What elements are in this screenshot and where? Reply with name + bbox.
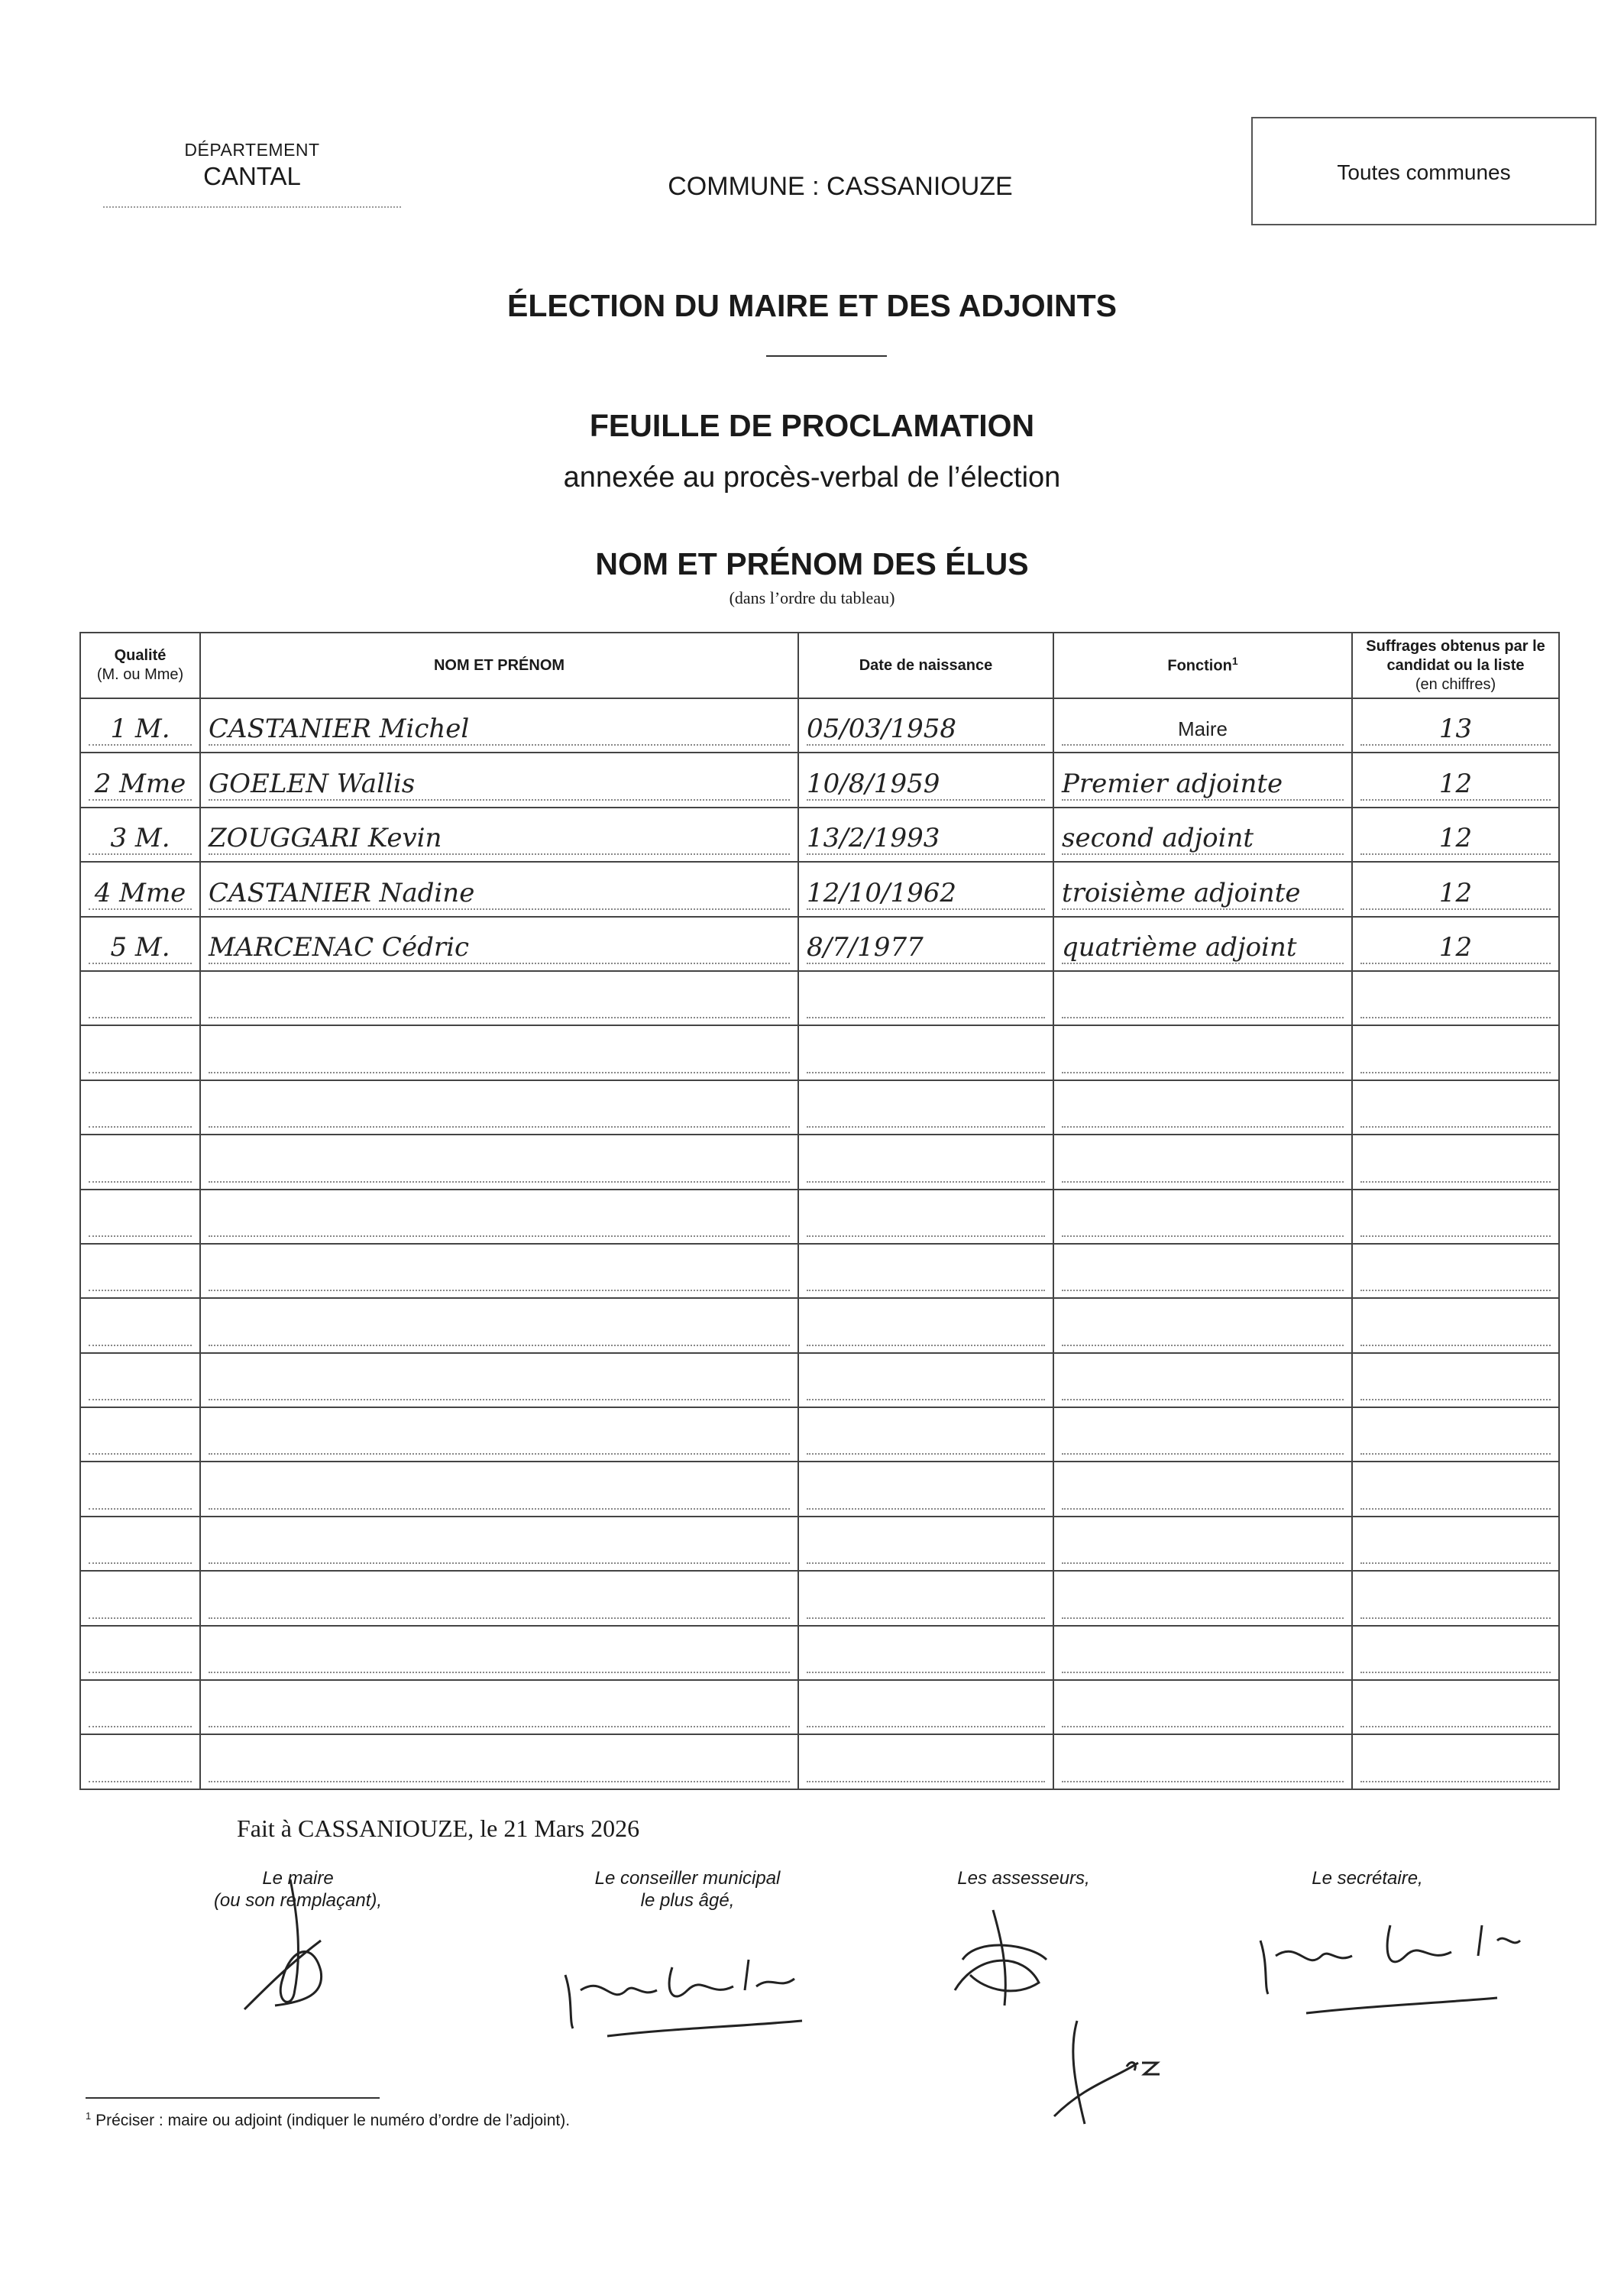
cell-fonction [1053, 1517, 1352, 1571]
cell-date-value: 05/03/1958 [807, 714, 1045, 746]
cell-nom-value [209, 1368, 790, 1400]
cell-nom-value [209, 1041, 790, 1073]
cell-date [798, 862, 1053, 916]
cell-qualite [80, 1080, 200, 1135]
cell-nom [200, 1680, 798, 1734]
cell-nom [200, 1517, 798, 1571]
header-suffrages [1352, 633, 1559, 698]
commune-label: COMMUNE : CASSANIOUZE [668, 172, 1013, 201]
cell-date-value [807, 1259, 1045, 1291]
cell-qualite [80, 1680, 200, 1734]
table-row [80, 1462, 1559, 1516]
cell-fonction [1053, 971, 1352, 1025]
cell-qualite-value [89, 1478, 192, 1510]
cell-fonction-value [1062, 1151, 1344, 1183]
cell-date [798, 1353, 1053, 1407]
cell-qualite [80, 753, 200, 807]
cell-nom [200, 1025, 798, 1080]
cell-date [798, 917, 1053, 971]
departement-value: CANTAL [203, 162, 301, 190]
cell-nom-value [209, 1750, 790, 1782]
signature-maire [229, 1872, 351, 2025]
title-separator [766, 355, 887, 357]
cell-qualite-value: 5 M. [89, 932, 192, 964]
cell-nom-value [209, 1423, 790, 1455]
order-note: (dans l’ordre du tableau) [729, 588, 895, 607]
cell-fonction-value [1062, 1478, 1344, 1510]
cell-date [798, 1571, 1053, 1625]
cell-suffrages [1352, 1680, 1559, 1734]
header-fonction-label: Fonction [1167, 657, 1232, 675]
cell-fonction [1053, 1462, 1352, 1516]
cell-fonction-value [1062, 1423, 1344, 1455]
cell-qualite-value: 3 M. [89, 823, 192, 855]
cell-fonction [1053, 698, 1352, 753]
table-row [80, 1734, 1559, 1789]
cell-date [798, 1407, 1053, 1462]
header-fonction-note: 1 [1231, 655, 1238, 668]
cell-suffrages-value: 12 [1360, 932, 1551, 964]
cell-suffrages [1352, 1135, 1559, 1189]
cell-date-value [807, 1096, 1045, 1128]
table-row [80, 753, 1559, 807]
table-row [80, 1244, 1559, 1298]
cell-date [798, 971, 1053, 1025]
cell-suffrages-value: 12 [1360, 823, 1551, 855]
cell-nom-value: MARCENAC Cédric [209, 932, 790, 964]
cell-fonction-value [1062, 1532, 1344, 1564]
cell-qualite-value [89, 1205, 192, 1237]
cell-date [798, 1244, 1053, 1298]
cell-nom [200, 1462, 798, 1516]
cell-date-value [807, 1041, 1045, 1073]
cell-date-value [807, 1641, 1045, 1673]
cell-nom [200, 1407, 798, 1462]
cell-date-value: 10/8/1959 [807, 769, 1045, 801]
cell-suffrages [1352, 1190, 1559, 1244]
cell-fonction-value [1062, 1695, 1344, 1727]
cell-qualite-value [89, 1423, 192, 1455]
cell-fonction [1053, 917, 1352, 971]
cell-suffrages [1352, 1244, 1559, 1298]
cell-date [798, 808, 1053, 862]
cell-nom-value: CASTANIER Michel [209, 714, 790, 746]
table-row [80, 1298, 1559, 1352]
cell-suffrages [1352, 862, 1559, 916]
cell-date-value [807, 1205, 1045, 1237]
cell-fonction [1053, 1734, 1352, 1789]
cell-nom-value: GOELEN Wallis [209, 769, 790, 801]
cell-suffrages [1352, 1353, 1559, 1407]
cell-nom-value [209, 1259, 790, 1291]
cell-date-value [807, 1368, 1045, 1400]
cell-date [798, 1080, 1053, 1135]
cell-nom [200, 753, 798, 807]
departement-dotted-line [103, 206, 401, 208]
cell-nom [200, 1571, 798, 1625]
cell-qualite [80, 1517, 200, 1571]
cell-date [798, 1135, 1053, 1189]
cell-nom-value [209, 986, 790, 1018]
sig-label-assesseurs: Les assesseurs, [957, 1868, 1090, 1889]
cell-nom-value [209, 1587, 790, 1619]
cell-fonction [1053, 1298, 1352, 1352]
header-nom: NOM ET PRÉNOM [200, 633, 798, 698]
cell-fonction-value [1062, 1314, 1344, 1346]
cell-qualite [80, 1626, 200, 1680]
cell-nom-value [209, 1478, 790, 1510]
cell-nom-value [209, 1205, 790, 1237]
table-row [80, 1080, 1559, 1135]
cell-suffrages-value [1360, 1205, 1551, 1237]
cell-qualite-value [89, 986, 192, 1018]
cell-fonction-value: Maire [1062, 714, 1344, 746]
header-suffrages-sub: (en chiffres) [1415, 675, 1496, 693]
cell-fonction-value [1062, 1587, 1344, 1619]
cell-fonction-value: troisième adjointe [1062, 878, 1344, 910]
cell-qualite [80, 1462, 200, 1516]
cell-nom [200, 862, 798, 916]
cell-qualite [80, 1353, 200, 1407]
cell-date-value [807, 1532, 1045, 1564]
sig-label-conseiller [535, 1868, 840, 1912]
cell-nom [200, 1626, 798, 1680]
cell-nom [200, 1080, 798, 1135]
cell-qualite-value [89, 1151, 192, 1183]
table-row [80, 1025, 1559, 1080]
cell-suffrages-value: 12 [1360, 769, 1551, 801]
cell-suffrages-value [1360, 1151, 1551, 1183]
table-row [80, 1517, 1559, 1571]
cell-suffrages [1352, 1626, 1559, 1680]
cell-fonction-value [1062, 1641, 1344, 1673]
cell-suffrages-value [1360, 1041, 1551, 1073]
cell-suffrages [1352, 1298, 1559, 1352]
cell-nom [200, 1353, 798, 1407]
cell-fonction-value [1062, 1096, 1344, 1128]
toutes-communes-box [1251, 117, 1597, 225]
toutes-communes-label: Toutes communes [1337, 160, 1511, 184]
table-row [80, 1353, 1559, 1407]
cell-suffrages-value [1360, 1587, 1551, 1619]
cell-date [798, 1298, 1053, 1352]
cell-fonction-value: quatrième adjoint [1062, 932, 1344, 964]
cell-suffrages-value [1360, 1096, 1551, 1128]
table-row [80, 1626, 1559, 1680]
cell-nom-value [209, 1532, 790, 1564]
cell-nom-value: ZOUGGARI Kevin [209, 823, 790, 855]
cell-fonction [1053, 753, 1352, 807]
signature-secretaire [1253, 1910, 1543, 2025]
cell-suffrages-value [1360, 1695, 1551, 1727]
cell-qualite-value: 4 Mme [89, 878, 192, 910]
cell-fonction [1053, 1571, 1352, 1625]
cell-qualite [80, 1244, 200, 1298]
cell-nom-value [209, 1641, 790, 1673]
cell-nom [200, 917, 798, 971]
cell-date [798, 698, 1053, 753]
cell-fonction-value [1062, 1259, 1344, 1291]
cell-qualite [80, 698, 200, 753]
cell-suffrages [1352, 917, 1559, 971]
cell-fonction [1053, 1025, 1352, 1080]
cell-date-value [807, 1695, 1045, 1727]
cell-suffrages-value [1360, 1641, 1551, 1673]
cell-qualite-value [89, 1532, 192, 1564]
table-row [80, 808, 1559, 862]
cell-qualite-value [89, 1641, 192, 1673]
cell-date-value: 12/10/1962 [807, 878, 1045, 910]
cell-fonction [1053, 862, 1352, 916]
table-row [80, 917, 1559, 971]
cell-suffrages-value: 12 [1360, 878, 1551, 910]
cell-suffrages-value [1360, 1259, 1551, 1291]
cell-nom [200, 1734, 798, 1789]
table-row [80, 1571, 1559, 1625]
cell-qualite-value [89, 1368, 192, 1400]
cell-date-value [807, 1151, 1045, 1183]
cell-nom [200, 1190, 798, 1244]
cell-suffrages-value [1360, 1423, 1551, 1455]
cell-qualite [80, 1407, 200, 1462]
cell-suffrages [1352, 698, 1559, 753]
cell-qualite [80, 1571, 200, 1625]
cell-date-value [807, 1587, 1045, 1619]
table-row [80, 1407, 1559, 1462]
cell-suffrages [1352, 1517, 1559, 1571]
cell-qualite-value [89, 1695, 192, 1727]
table-row [80, 698, 1559, 753]
cell-fonction [1053, 1190, 1352, 1244]
cell-qualite-value [89, 1096, 192, 1128]
cell-date-value [807, 1750, 1045, 1782]
annex-subtitle: annexée au procès-verbal de l’élection [563, 461, 1061, 494]
cell-date [798, 1517, 1053, 1571]
signature-conseiller [558, 1944, 833, 2044]
cell-qualite [80, 971, 200, 1025]
cell-nom-value [209, 1096, 790, 1128]
cell-date-value [807, 1423, 1045, 1455]
fait-a-line: Fait à CASSANIOUZE, le 21 Mars 2026 [237, 1814, 640, 1842]
cell-suffrages [1352, 1462, 1559, 1516]
cell-fonction [1053, 1353, 1352, 1407]
table-row [80, 1190, 1559, 1244]
header-fonction [1053, 633, 1352, 698]
header-suffrages-label: Suffrages obtenus par le candidat ou la liste [1366, 637, 1545, 674]
header-qualite-label: Qualité [114, 647, 167, 664]
cell-nom [200, 698, 798, 753]
table-row [80, 862, 1559, 916]
cell-qualite [80, 917, 200, 971]
header-qualite-sub: (M. ou Mme) [96, 666, 184, 683]
table-row [80, 1680, 1559, 1734]
cell-suffrages [1352, 1080, 1559, 1135]
cell-qualite [80, 1298, 200, 1352]
footnote-rule [86, 2097, 380, 2099]
cell-nom [200, 1298, 798, 1352]
cell-fonction-value [1062, 1041, 1344, 1073]
cell-qualite-value [89, 1041, 192, 1073]
cell-suffrages-value [1360, 1314, 1551, 1346]
cell-nom [200, 1135, 798, 1189]
cell-suffrages-value: 13 [1360, 714, 1551, 746]
cell-fonction-value [1062, 1750, 1344, 1782]
cell-fonction [1053, 1407, 1352, 1462]
cell-fonction-value [1062, 1205, 1344, 1237]
cell-suffrages-value [1360, 986, 1551, 1018]
cell-qualite-value: 1 M. [89, 714, 192, 746]
cell-fonction [1053, 1080, 1352, 1135]
cell-fonction-value: second adjoint [1062, 823, 1344, 855]
cell-qualite-value [89, 1587, 192, 1619]
elected-names-title: NOM ET PRÉNOM DES ÉLUS [595, 546, 1029, 581]
cell-date [798, 1626, 1053, 1680]
cell-suffrages [1352, 1571, 1559, 1625]
cell-suffrages-value [1360, 1368, 1551, 1400]
main-title: ÉLECTION DU MAIRE ET DES ADJOINTS [506, 288, 1118, 323]
cell-fonction [1053, 808, 1352, 862]
cell-fonction [1053, 1135, 1352, 1189]
sig-label-secretaire: Le secrétaire, [1312, 1868, 1423, 1889]
cell-date-value: 8/7/1977 [807, 932, 1045, 964]
cell-date [798, 1025, 1053, 1080]
cell-date [798, 753, 1053, 807]
sig-label-conseiller-text: Le conseiller municipal le plus âgé, [594, 1868, 781, 1911]
cell-nom [200, 1244, 798, 1298]
cell-qualite-value: 2 Mme [89, 769, 192, 801]
cell-qualite [80, 1190, 200, 1244]
cell-date-value [807, 1314, 1045, 1346]
cell-nom-value [209, 1314, 790, 1346]
header-date: Date de naissance [798, 633, 1053, 698]
footnote-mark: 1 [86, 2110, 92, 2122]
footnote-text: Préciser : maire ou adjoint (indiquer le numéro d’ordre de l’adjoint). [95, 2112, 571, 2129]
cell-fonction [1053, 1680, 1352, 1734]
departement-block [99, 140, 405, 191]
cell-nom [200, 808, 798, 862]
cell-qualite [80, 1025, 200, 1080]
cell-date-value [807, 1478, 1045, 1510]
cell-suffrages [1352, 808, 1559, 862]
cell-fonction-value [1062, 986, 1344, 1018]
table-row [80, 971, 1559, 1025]
cell-suffrages-value [1360, 1478, 1551, 1510]
elected-table [79, 632, 1560, 1790]
cell-date-value: 13/2/1993 [807, 823, 1045, 855]
sig-label-maire-text: Le maire (ou son remplaçant), [213, 1868, 383, 1911]
cell-qualite [80, 862, 200, 916]
cell-suffrages [1352, 971, 1559, 1025]
cell-suffrages [1352, 1734, 1559, 1789]
cell-qualite [80, 1734, 200, 1789]
cell-qualite-value [89, 1259, 192, 1291]
table-header-row [80, 633, 1559, 698]
cell-suffrages [1352, 1407, 1559, 1462]
cell-qualite-value [89, 1750, 192, 1782]
cell-nom [200, 971, 798, 1025]
sheet-title: FEUILLE DE PROCLAMATION [589, 408, 1035, 443]
cell-nom-value [209, 1695, 790, 1727]
cell-date-value [807, 986, 1045, 1018]
cell-date [798, 1734, 1053, 1789]
cell-fonction [1053, 1626, 1352, 1680]
signature-assesseur-1 [947, 1906, 1062, 2013]
cell-suffrages [1352, 1025, 1559, 1080]
cell-fonction-value [1062, 1368, 1344, 1400]
cell-qualite [80, 1135, 200, 1189]
cell-suffrages-value [1360, 1532, 1551, 1564]
cell-fonction [1053, 1244, 1352, 1298]
cell-date [798, 1462, 1053, 1516]
cell-date [798, 1680, 1053, 1734]
cell-fonction-value: Premier adjointe [1062, 769, 1344, 801]
cell-nom-value [209, 1151, 790, 1183]
departement-label: DÉPARTEMENT [184, 140, 320, 160]
signature-assesseur-2 [1054, 2017, 1169, 2132]
cell-suffrages-value [1360, 1750, 1551, 1782]
cell-qualite [80, 808, 200, 862]
cell-qualite-value [89, 1314, 192, 1346]
cell-date [798, 1190, 1053, 1244]
footnote [86, 2110, 570, 2130]
cell-suffrages [1352, 753, 1559, 807]
table-row [80, 1135, 1559, 1189]
header-qualite [80, 633, 200, 698]
cell-nom-value: CASTANIER Nadine [209, 878, 790, 910]
